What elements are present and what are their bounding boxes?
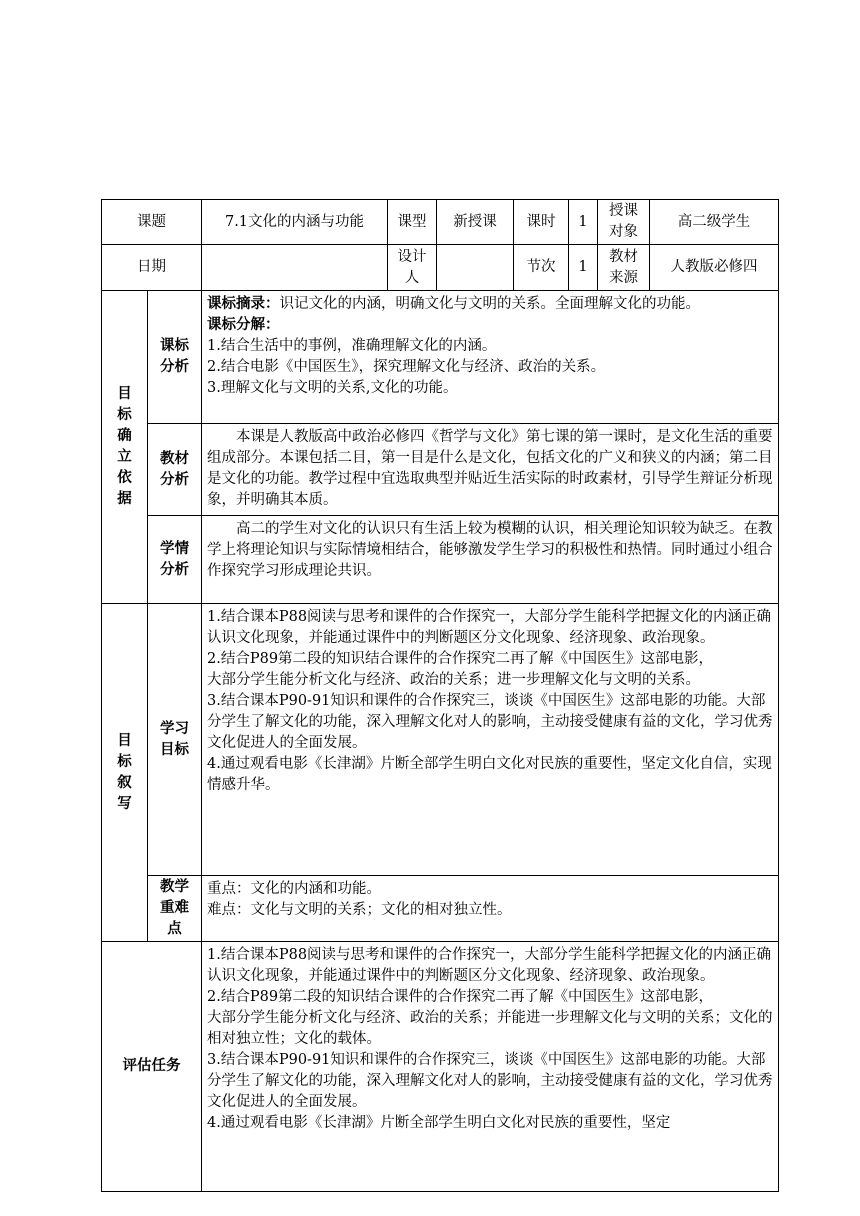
keypoint-line: 难点：文化与文明的关系；文化的相对独立性。 [207,902,512,918]
section-label: 节次 [514,245,569,291]
topic-label: 课题 [102,200,202,245]
assessment-row [102,942,779,1192]
students-content: 高二的学生对文化的认识只有生活上较为模糊的认识，相关理论知识较为缺乏。在教学上将理论知识与实际情境相结合，能够激发学生学习的积极性和热情。同时通过小组合作探究学习形成理论共识。 [202,516,779,604]
basis-students-row [102,516,779,604]
topic-value: 7.1文化的内涵与功能 [202,200,388,245]
date-label: 日期 [102,245,202,291]
basis-standard-row [102,291,779,424]
assessment-content [202,942,779,1192]
objectives-group-label: 目 标 叙 写 [102,604,148,942]
learning-objectives-content [202,604,779,876]
students-label: 学情分析 [148,516,202,604]
source-label: 教材来源 [598,245,650,291]
designer-value [437,245,514,291]
keypoint-line: 重点：文化的内涵和功能。 [207,881,381,897]
assessment-line: 2.结合P89第二段的知识结合课件的合作探究二再了解《中国医生》这部电影， [207,989,714,1005]
audience-label: 授课对象 [598,200,650,245]
standard-summary-text: 识记文化的内涵，明确文化与文明的关系。全面理解文化的功能。 [279,296,700,312]
hours-value: 1 [569,200,598,245]
standard-label: 课标分析 [148,291,202,424]
standard-summary-title: 课标摘录： [207,296,280,312]
standard-analysis-title: 课标分解： [207,317,280,333]
assessment-label: 评估任务 [102,942,202,1192]
lesson-plan-table [101,199,779,1192]
objective-line: 4.通过观看电影《长津湖》片断全部学生明白文化对民族的重要性，坚定文化自信，实现情感升华。 [207,756,772,793]
objective-line: 大部分学生能分析文化与经济、政治的关系；进一步理解文化与文明的关系。 [207,672,700,688]
source-value: 人教版必修四 [650,245,779,291]
keypoints-label: 教学 重难 点 [148,876,202,942]
type-label: 课型 [388,200,437,245]
section-value: 1 [569,245,598,291]
audience-value: 高二级学生 [650,200,779,245]
objectives-learning-row [102,604,779,876]
standard-content [202,291,779,424]
objectives-keypoints-row [102,876,779,942]
header-row-2 [102,245,779,291]
assessment-line: 1.结合课本P88阅读与思考和课件的合作探究一，大部分学生能科学把握文化的内涵正确认识文化现象，并能通过课件中的判断题区分文化现象、经济现象、政治现象。 [207,947,772,984]
type-value: 新授课 [437,200,514,245]
textbook-content: 本课是人教版高中政治必修四《哲学与文化》第七课的第一课时，是文化生活的重要组成部分。本课包括二目，第一目是什么是文化，包括文化的广义和狭义的内涵；第二目是文化的功能。教学过程中宜选取典型并贴近生活实际的时政素材，引导学生辩证分析现象，并明确其本质。 [202,424,779,516]
basis-textbook-row [102,424,779,516]
keypoints-content [202,876,779,942]
designer-label: 设计人 [388,245,437,291]
assessment-line: 4.通过观看电影《长津湖》片断全部学生明白文化对民族的重要性，坚定 [207,1115,671,1131]
assessment-line: 3.结合课本P90-91知识和课件的合作探究三，谈谈《中国医生》这部电影的功能。大部分学生了解文化的功能，深入理解文化对人的影响，主动接受健康有益的文化，学习优秀文化促进人的全面发展。 [207,1052,773,1110]
objective-line: 1.结合课本P88阅读与思考和课件的合作探究一，大部分学生能科学把握文化的内涵正确认识文化现象，并能通过课件中的判断题区分文化现象、经济现象、政治现象。 [207,609,772,646]
basis-group-label: 目 标 确 立 依 据 [102,291,148,604]
header-row-1 [102,200,779,245]
standard-item: 3.理解文化与文明的关系,文化的功能。 [207,380,458,396]
standard-item: 2.结合电影《中国医生》，探究理解文化与经济、政治的关系。 [207,359,606,375]
textbook-label: 教材分析 [148,424,202,516]
learning-objectives-label: 学习目标 [148,604,202,876]
standard-item: 1.结合生活中的事例，准确理解文化的内涵。 [207,338,497,354]
date-value [202,245,388,291]
objective-line: 3.结合课本P90-91知识和课件的合作探究三，谈谈《中国医生》这部电影的功能。大部分学生了解文化的功能，深入理解文化对人的影响，主动接受健康有益的文化，学习优秀文化促进人的全面发展。 [207,693,773,751]
objective-line: 2.结合P89第二段的知识结合课件的合作探究二再了解《中国医生》这部电影， [207,651,714,667]
hours-label: 课时 [514,200,569,245]
assessment-line: 大部分学生能分析文化与经济、政治的关系；并能进一步理解文化与文明的关系；文化的相对独立性；文化的载体。 [207,1010,773,1047]
